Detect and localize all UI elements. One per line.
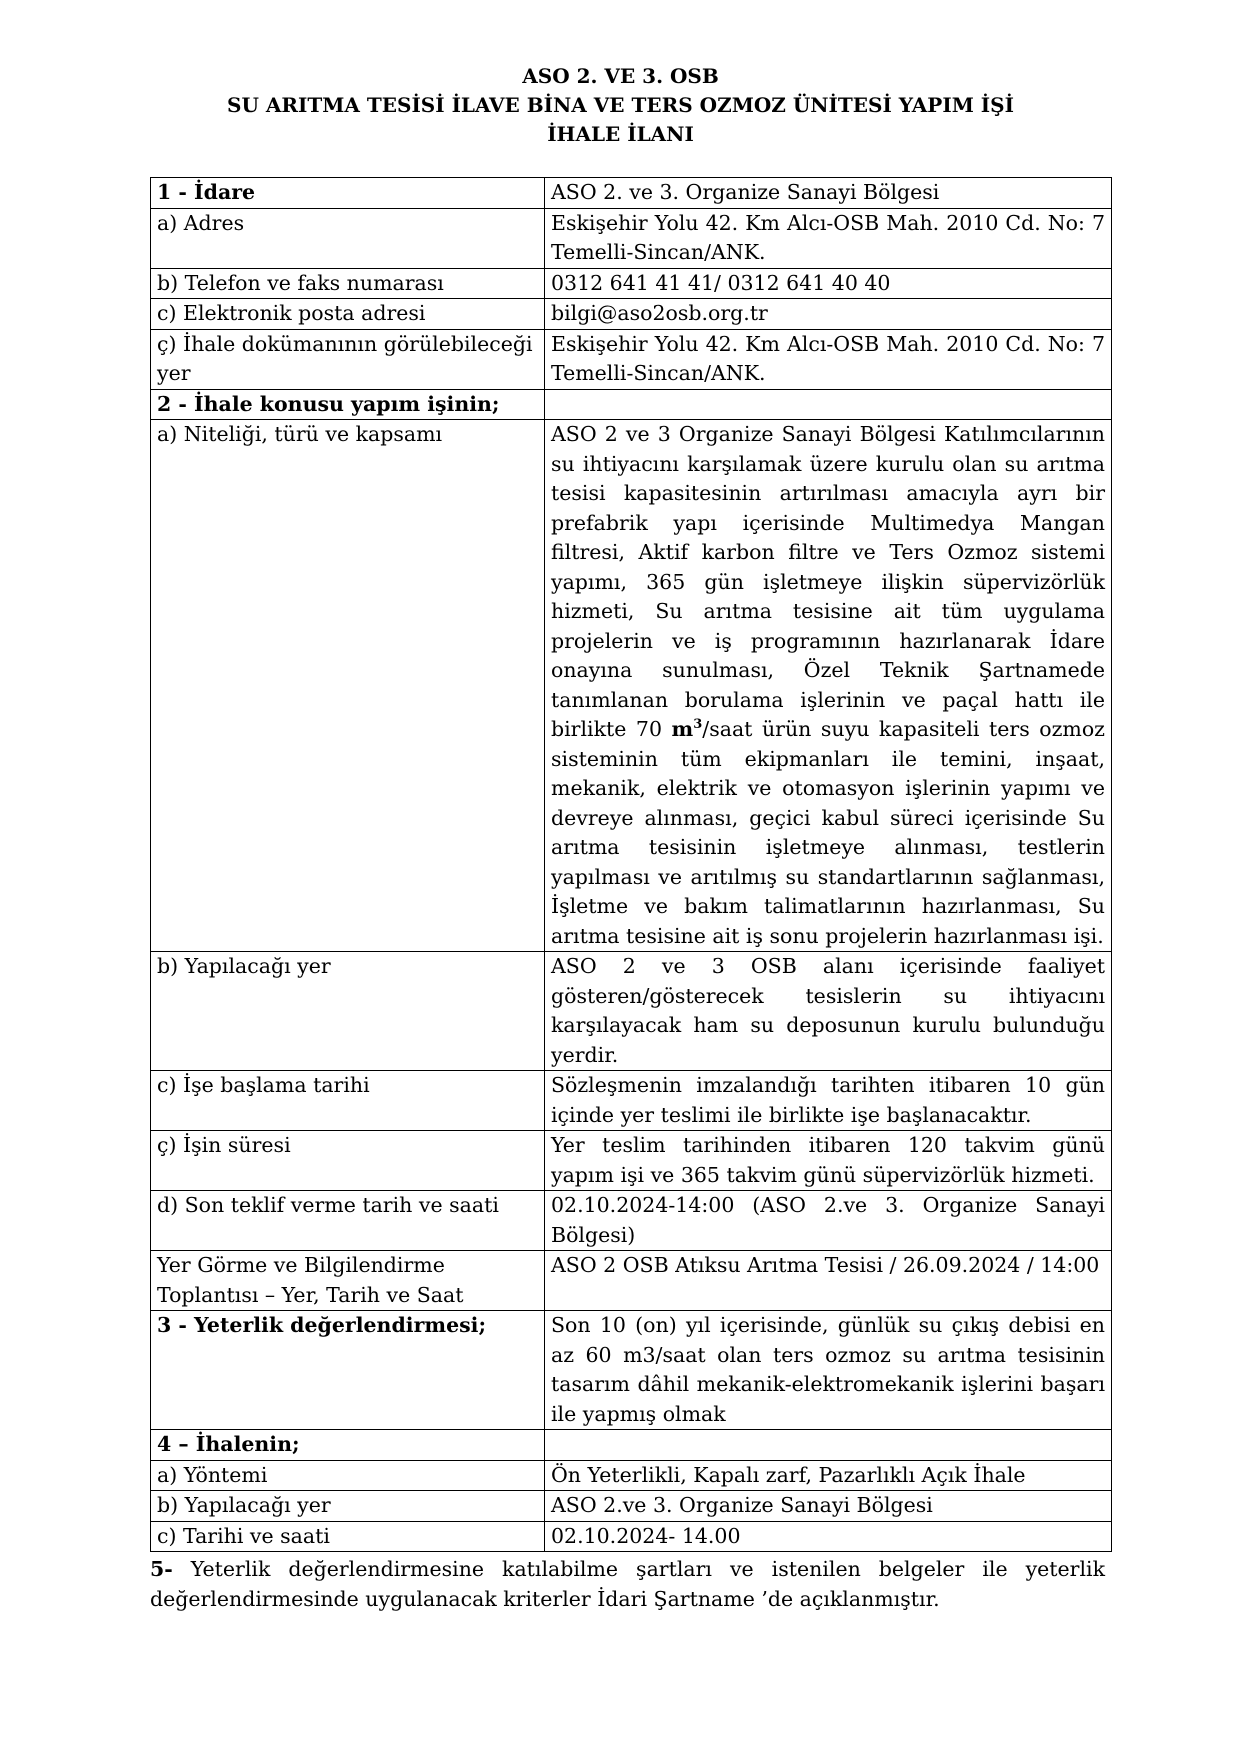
table-row [151, 952, 1112, 1071]
duration-label: ç) İşin süresi [151, 1131, 545, 1191]
phone-fax-value: 0312 641 41 41/ 0312 641 40 40 [545, 268, 1112, 299]
section-2-label: 2 - İhale konusu yapım işinin; [151, 389, 545, 420]
table-row [151, 268, 1112, 299]
scope-label: a) Niteliği, türü ve kapsamı [151, 420, 545, 952]
scope-text-part-2: /saat ürün suyu kapasiteli ters ozmoz sisteminin tüm ekipmanları ile temini, inşaat, mekanik, elektrik ve otomasyon işlerinin yapımı ve devreye alınması, geçici kabul süreci içerisinde Su arıtma tesisinin işletmeye alınması, testlerin yapılması ve arıtılmış su standartlarının sağlanması, İşletme ve bakım talimatlarının hazırlanması, Su arıtma tesisine ait iş sonu projelerin hazırlanması işi. [551, 717, 1105, 948]
section-3-label: 3 - Yeterlik değerlendirmesi; [151, 1311, 545, 1430]
document-header [0, 62, 1241, 149]
table-row [151, 1071, 1112, 1131]
table-row [151, 1460, 1112, 1491]
address-value: Eskişehir Yolu 42. Km Alcı-OSB Mah. 2010 Cd. No: 7 Temelli-Sincan/ANK. [545, 208, 1112, 268]
table-row [151, 1521, 1112, 1552]
header-line-2: SU ARITMA TESİSİ İLAVE BİNA VE TERS OZMOZ ÜNİTESİ YAPIM İŞİ [227, 93, 1014, 117]
scope-value [545, 420, 1112, 952]
table-row [151, 1131, 1112, 1191]
email-label: c) Elektronik posta adresi [151, 299, 545, 330]
empty-cell [545, 1430, 1112, 1461]
site-visit-label: Yer Görme ve Bilgilendirme Toplantısı – Yer, Tarih ve Saat [151, 1251, 545, 1311]
bid-deadline-label: d) Son teklif verme tarih ve saati [151, 1191, 545, 1251]
site-visit-value: ASO 2 OSB Atıksu Arıtma Tesisi / 26.09.2024 / 14:00 [545, 1251, 1112, 1311]
tender-date-value: 02.10.2024- 14.00 [545, 1521, 1112, 1552]
section-4-label: 4 – İhalenin; [151, 1430, 545, 1461]
table-row [151, 389, 1112, 420]
document-location-value: Eskişehir Yolu 42. Km Alcı-OSB Mah. 2010 Cd. No: 7 Temelli-Sincan/ANK. [545, 329, 1112, 389]
footer-note [150, 1554, 1105, 1614]
work-place-label: b) Yapılacağı yer [151, 952, 545, 1071]
work-place-value: ASO 2 ve 3 OSB alanı içerisinde faaliyet gösteren/gösterecek tesislerin su ihtiyacını karşılayacak ham su deposunun kurulu bulunduğu yerdir. [545, 952, 1112, 1071]
section-1-label: 1 - İdare [151, 178, 545, 209]
scope-unit-superscript: 3 [693, 717, 703, 733]
document-location-label: ç) İhale dokümanının görülebileceği yer [151, 329, 545, 389]
method-label: a) Yöntemi [151, 1460, 545, 1491]
authority-name: ASO 2. ve 3. Organize Sanayi Bölgesi [545, 178, 1112, 209]
tender-details-table [150, 177, 1112, 1552]
table-row [151, 1251, 1112, 1311]
tender-date-label: c) Tarihi ve saati [151, 1521, 545, 1552]
table-row [151, 299, 1112, 330]
start-date-label: c) İşe başlama tarihi [151, 1071, 545, 1131]
footer-text: Yeterlik değerlendirmesine katılabilme şartları ve istenilen belgeler ile yeterlik değerlendirmesinde uygulanacak kriterler İdari Şartname ’de açıklanmıştır. [150, 1557, 1105, 1611]
duration-value: Yer teslim tarihinden itibaren 120 takvim günü yapım işi ve 365 takvim günü süpervizörlük hizmeti. [545, 1131, 1112, 1191]
address-label: a) Adres [151, 208, 545, 268]
scope-unit: $m^3$ [671, 717, 703, 741]
bid-deadline-value: 02.10.2024-14:00 (ASO 2.ve 3. Organize Sanayi Bölgesi) [545, 1191, 1112, 1251]
start-date-value: Sözleşmenin imzalandığı tarihten itibaren 10 gün içinde yer teslimi ile birlikte işe başlanacaktır. [545, 1071, 1112, 1131]
table-row [151, 1311, 1112, 1430]
table-row [151, 1491, 1112, 1522]
tender-place-value: ASO 2.ve 3. Organize Sanayi Bölgesi [545, 1491, 1112, 1522]
footer-number: 5- [150, 1557, 173, 1581]
method-value: Ön Yeterlikli, Kapalı zarf, Pazarlıklı Açık İhale [545, 1460, 1112, 1491]
table-row [151, 420, 1112, 952]
table-row [151, 1191, 1112, 1251]
table-row [151, 178, 1112, 209]
table-row [151, 329, 1112, 389]
tender-place-label: b) Yapılacağı yer [151, 1491, 545, 1522]
table-row [151, 1430, 1112, 1461]
phone-fax-label: b) Telefon ve faks numarası [151, 268, 545, 299]
qualification-value: Son 10 (on) yıl içerisinde, günlük su çıkış debisi en az 60 m3/saat olan ters ozmoz su arıtma tesisinin tasarım dâhil mekanik-elektromekanik işlerini başarı ile yapmış olmak [545, 1311, 1112, 1430]
table-row [151, 208, 1112, 268]
scope-text-part-1: ASO 2 ve 3 Organize Sanayi Bölgesi Katılımcılarının su ihtiyacını karşılamak üzere kurulu olan su arıtma tesisi kapasitesinin artırılması amacıyla ayrı bir prefabrik yapı içerisinde Multimedya Mangan filtresi, Aktif karbon filtre ve Ters Ozmoz sistemi yapımı, 365 gün işletmeye ilişkin süpervizörlük hizmeti, Su arıtma tesisine ait tüm uygulama projelerin ve iş programının hazırlanarak İdare onayına sunulması, Özel Teknik Şartnamede tanımlanan borulama işlerinin ve paçal hattı ile birlikte 70 [551, 422, 1105, 741]
header-line-1: ASO 2. VE 3. OSB [522, 64, 719, 88]
header-line-3: İHALE İLANI [547, 122, 694, 146]
email-value: bilgi@aso2osb.org.tr [545, 299, 1112, 330]
empty-cell [545, 389, 1112, 420]
